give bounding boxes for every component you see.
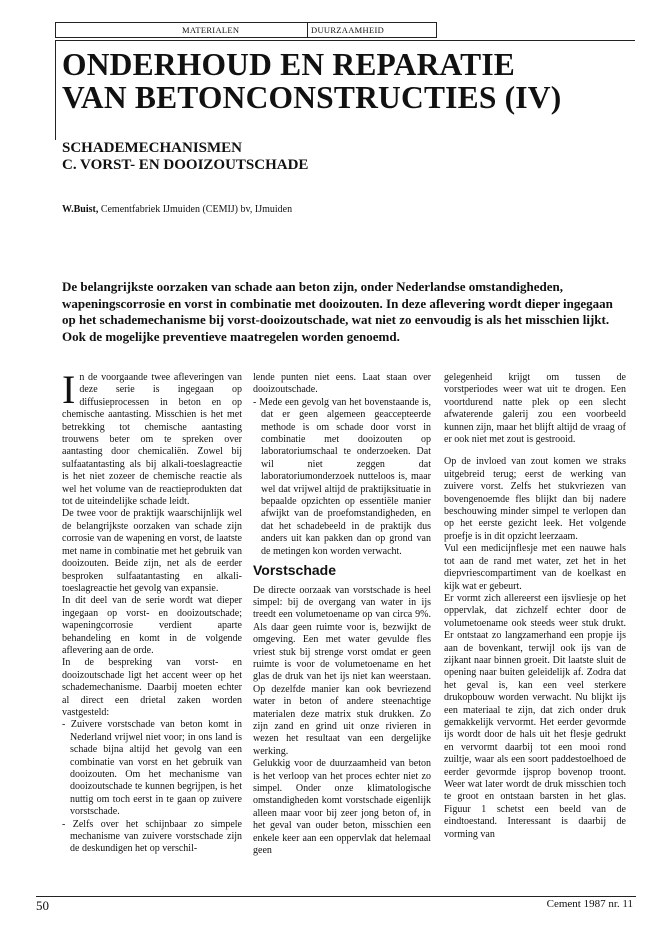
- subtitle-line-1: SCHADEMECHANISMEN: [62, 140, 243, 156]
- col3-paragraph-2: Op de invloed van zout komen we straks uitgebreid terug; eerst de werking van zuivere vorst. Zelfs het stukvriezen van bovengenoemde fles blijkt dan bij nadere beschouwing minder simpel te verlopen dan op het eerste gezicht leek. Het volgende proefje is in dit opzicht leerzaam.: [444, 456, 626, 542]
- journal-reference: Cement 1987 nr. 11: [546, 898, 633, 910]
- subtitle-line-2: C. VORST- EN DOOIZOUTSCHADE: [62, 157, 309, 173]
- col2-bullet-1: - Mede een gevolg van het bovenstaande is, dat er geen algemeen geaccepteerde methode is om schade door vorst in combinatie met dooizouten op laboratoriumschaal te onderzoeken. Dat wil niet zeggen dat laboratoriumonderzoek nutteloos is, maar wel dat vrijwel altijd de praktijksituatie in bepaalde opzichten op essentiële manier afwijkt van de proefomstandigheden, en dat het schadebeeld in de praktijk dus anders uit kan pakken dan op grond van de metingen kon worden verwacht.: [253, 396, 431, 557]
- page-number: 50: [36, 898, 49, 913]
- col1-paragraph-3: In dit deel van de serie wordt wat dieper ingegaan op vorst- en dooizoutschade; wapeningcorrosie verdient aparte behandeling en komt in de volgende aflevering aan de orde.: [62, 595, 242, 656]
- section-heading-vorstschade: Vorstschade: [253, 562, 336, 579]
- footer-rule: [36, 896, 636, 897]
- col1-bullet-1: - Zuivere vorstschade van beton komt in Nederland vrijwel niet voor; in ons land is schade bijna altijd het gevolg van een combinatie van vorst en het gebruik van dooizouten. Om het mechanisme van dooizoutschade te kunnen begrijpen, is het nuttig om toch eerst in te gaan op zuivere vorstschade.: [62, 719, 242, 818]
- author-line: [62, 204, 292, 215]
- author-affiliation: Cementfabriek IJmuiden (CEMIJ) bv, IJmuiden: [100, 204, 293, 215]
- col1-paragraph-1: n de voorgaande twee afleveringen van deze serie is ingegaan op diffusieprocessen in beton en op chemische aantasting. Misschien is het met betrekking tot chemische aantasting trouwens beter om te spreken over aantasting door chemicaliën. Zowel bij sulfaatantasting als bij alkali-toeslagreactie is het niet zozeer de chemische reactie als wel het volume van de reactieprodukten dat tot de uiteindelijke schade leidt.: [62, 372, 242, 508]
- col2-paragraph-2: De directe oorzaak van vorstschade is heel simpel: bij de overgang van water in ijs treedt een volumetoename op van circa 9%. Als daar geen ruimte voor is, bezwijkt de omgeving. Een met water gevulde fles vriest stuk bij strenge vorst omdat er geen ruimte is voor de volumetoename en het glas de druk van het ijs niet kan weerstaan. Op dezelfde manier kan ook bevriezend water in beton of andere steenachtige materialen deze matrix stuk drukken. Zo zijn zand en grind uit onze rivieren in wezen het resultaat van een dergelijke werking.: [253, 584, 431, 757]
- col1-paragraph-4: In de bespreking van vorst- en dooizoutschade ligt het accent weer op het schademechanisme. Daarbij moeten echter al direct een drietal zaken worden vastgesteld:: [62, 657, 242, 718]
- article-title: [62, 48, 632, 114]
- col3-paragraph-3: Vul een medicijnflesje met een nauwe hals tot aan de rand met water, zet het in het diepvriescompartiment van de koelkast en kijk wat er gebeurt.: [444, 543, 626, 592]
- section-tag-duurzaamheid: DUURZAAMHEID: [307, 23, 436, 37]
- col2-paragraph-3: Gelukkig voor de duurzaamheid van beton is het verloop van het proces echter niet zo simpel. Onder onze klimatologische omstandigheden komt vorstschade eigenlijk alleen maar voor bij zeer jong beton of, in het geval van ouder beton, misschien een enkele keer aan een oppervlak dat helemaal geen: [253, 758, 431, 857]
- section-header-bar: [55, 22, 437, 38]
- col3-paragraph-1: gelegenheid krijgt om tussen de vorstperiodes weer wat uit te drogen. Een voortdurend natte plek op een slecht afwaterende galerij zou een voorbeeld kunnen zijn, maar het blijft altijd de vraag of er ook niet met zout is gestrooid.: [444, 372, 626, 446]
- title-side-rule: [55, 40, 56, 140]
- text-column-2: [253, 372, 431, 857]
- col2-paragraph-1: lende punten niet eens. Laat staan over dooizoutschade.: [253, 372, 431, 396]
- article-subtitle: [62, 140, 308, 174]
- section-tag-materialen: MATERIALEN: [182, 25, 240, 35]
- text-column-3: [444, 372, 626, 841]
- lead-paragraph: De belangrijkste oorzaken van schade aan beton zijn, onder Nederlandse omstandigheden, wapeningscorrosie en vorst in combinatie met dooizouten. In deze aflevering wordt dieper ingegaan op het schademechanisme bij vorst-dooizoutschade, wat niet zo eenvoudig is als het misschien lijkt. Ook de mogelijke preventieve maatregelen worden genoemd.: [62, 279, 613, 344]
- text-column-1: [62, 367, 242, 856]
- col1-paragraph-2: De twee voor de praktijk waarschijnlijk wel de belangrijkste oorzaken van schade zijn corrosie van de wapening en vorst, de laatste met name in combinatie met het gebruik van dooizouten. Beide zijn, net als de eerder besproken sulfaatantasting en alkali-toeslagreactie het gevolg van expansie.: [62, 508, 242, 594]
- title-line-1: ONDERHOUD EN REPARATIE: [62, 47, 516, 82]
- title-line-2: VAN BETONCONSTRUCTIES (IV): [62, 80, 562, 115]
- header-rule-top: [55, 40, 635, 41]
- col1-bullet-2: - Zelfs over het schijnbaar zo simpele mechanisme van zuivere vorstschade zijn de deskundigen het op verschil-: [62, 818, 242, 855]
- drop-cap: I: [62, 367, 76, 412]
- author-name: W.Buist,: [62, 204, 99, 215]
- col3-paragraph-4: Er vormt zich allereerst een ijsvliesje op het oppervlak, dat zichzelf echter door de volumetoename ook steeds weer stuk drukt. Er ontstaat zo langzamerhand een propje ijs aan de bovenkant, terwijl ook ijs van de zijkant naar binnen groeit. Dit laatste sluit de opening naar buiten geleidelijk af. Zodra dat het geval is, kan een veel sterkere drukopbouw worden verwacht. Nu blijkt ijs een materiaal te zijn, dat zich onder druk gemakkelijk vervormt. Het eerder gevormde ijs wordt door de hals uit het flesje gedrukt en vervormt daarbij tot een mooi rond zuiltje, waar als een soort paddestoelhoed de eerder gevormde ijsprop bovenop troont. Weer wat later wordt de druk misschien toch te groot en ontstaan barsten in het glas. Figuur 1 schetst een beeld van de eindtoestand. Interessant is daarbij de vorming van: [444, 592, 626, 840]
